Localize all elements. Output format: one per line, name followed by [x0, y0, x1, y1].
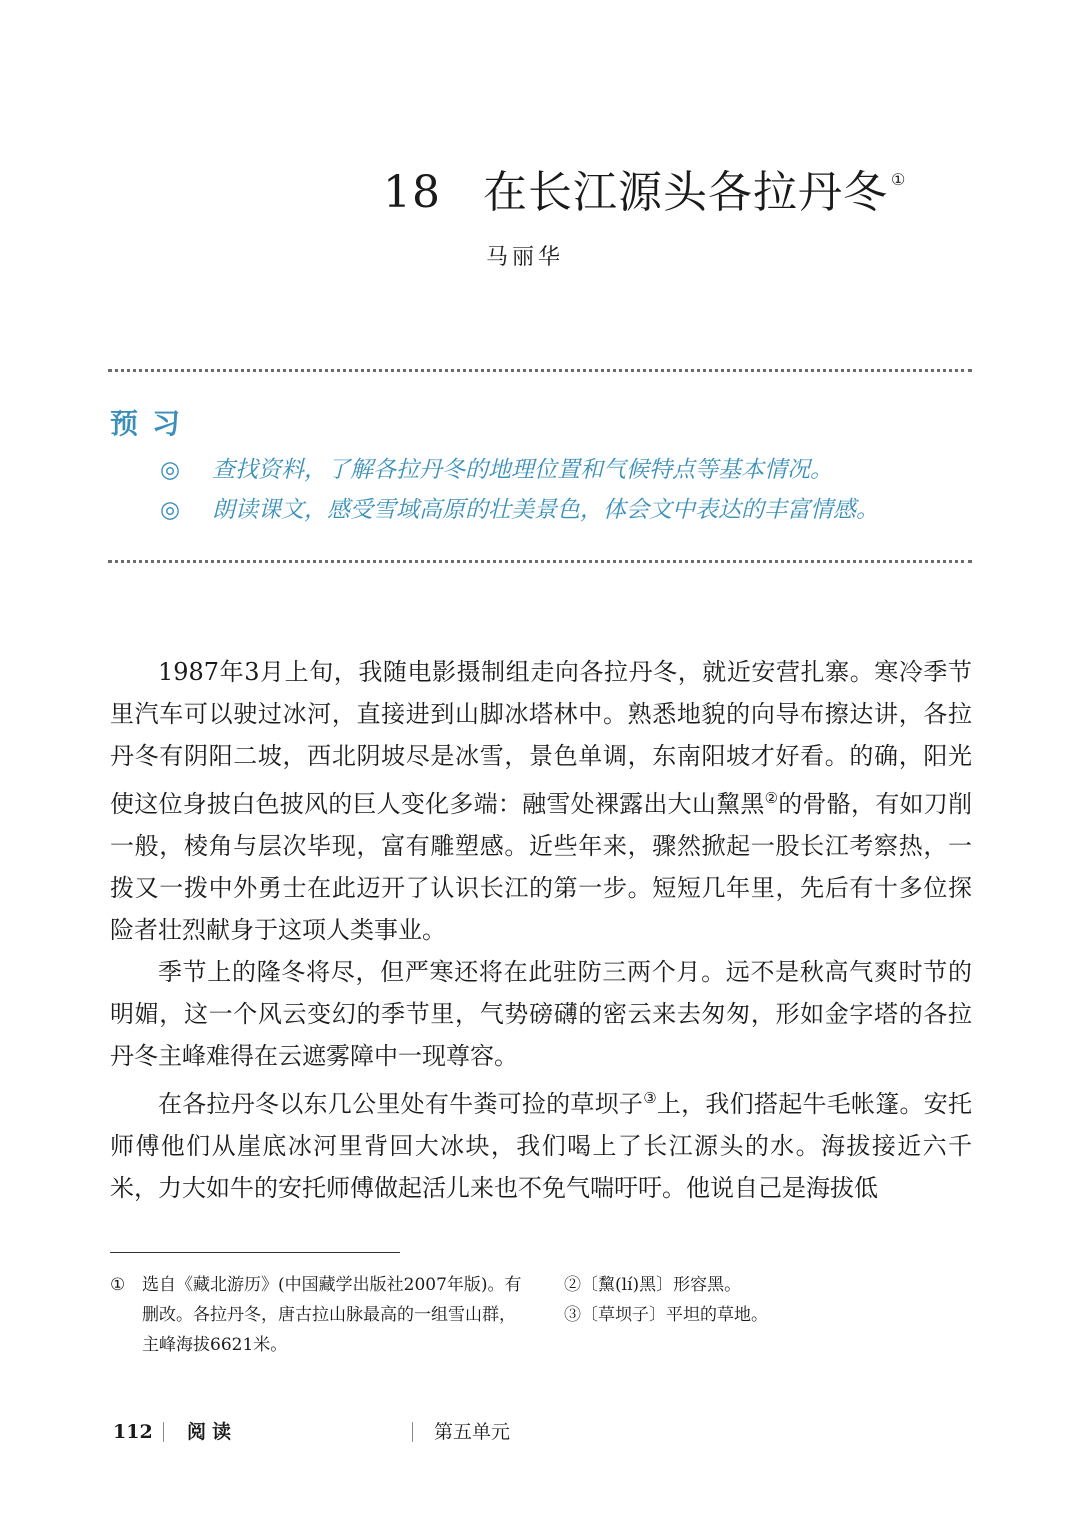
- title-footnote-ref[interactable]: ①: [891, 170, 907, 189]
- footer-section: 阅读: [187, 1421, 238, 1443]
- preview-item: [160, 491, 879, 524]
- footnote-1: [110, 1270, 530, 1360]
- preview-item-text: 朗读课文，感受雪域高原的壮美景色，体会文中表达的丰富情感。: [212, 497, 879, 523]
- footer-unit: 第五单元: [434, 1421, 511, 1443]
- preview-heading: 预习: [110, 407, 195, 440]
- footnote-right-column: [564, 1270, 964, 1330]
- paragraph-text: 上，我们搭起牛毛帐篷。安托师傅他们从崖底冰河里背回大冰块，我们喝上了长江源头的水。海拔接近六千米，力大如牛的安托师傅做起活儿来也不免气喘吁吁。他说自己是海拔低: [110, 1090, 973, 1202]
- footnote-ref[interactable]: ③: [643, 1089, 657, 1107]
- footer-separator: [412, 1422, 413, 1442]
- author: 马丽华: [486, 245, 565, 270]
- footnote-left-column: [110, 1270, 530, 1360]
- footer-separator: [163, 1422, 164, 1442]
- footnote-ref[interactable]: ②: [764, 789, 779, 807]
- footnote-3: ③〔草坝子〕平坦的草地。: [564, 1305, 768, 1325]
- preview-bottom-divider: [108, 560, 972, 563]
- preview-top-divider: [108, 369, 972, 372]
- lesson-number: 18: [383, 167, 441, 218]
- preview-item: [160, 451, 833, 484]
- paragraph-text: 的骨骼，有如刀削一般，棱角与层次毕现，富有雕塑感。近些年来，骤然掀起一股长江考察热，一拨又一拨中外勇士在此迈开了认识长江的第一步。短短几年里，先后有十多位探险者壮烈献身于这项人类事业。: [110, 790, 973, 944]
- page-number: 112: [113, 1421, 153, 1443]
- paragraph-text: 在各拉丹冬以东几公里处有牛粪可捡的草坝子: [158, 1090, 644, 1118]
- paragraph-text: 1987年3月上旬，我随电影摄制组走向各拉丹冬，就近安营扎寨。寒冷季节里汽车可以驶过冰河，直接进到山脚冰塔林中。熟悉地貌的向导布擦达讲，各拉丹冬有阴阳二坡，西北阴坡尽是冰雪，景色单调，东南阳坡才好看。的确，阳光使这位身披白色披风的巨人变化多端：融雪处裸露出大山黧黑: [110, 658, 972, 818]
- preview-item-text: 查找资料，了解各拉丹冬的地理位置和气候特点等基本情况。: [212, 457, 833, 483]
- lesson-title: [383, 150, 907, 218]
- paragraph: [110, 1077, 972, 1209]
- bullet-icon: ◎: [160, 457, 181, 483]
- footnote-2: ②〔黧(lí)黑〕形容黑。: [564, 1275, 742, 1295]
- lesson-title-text: 在长江源头各拉丹冬: [483, 167, 888, 218]
- footnote-rule: [110, 1252, 400, 1253]
- paragraph: 季节上的隆冬将尽，但严寒还将在此驻防三两个月。远不是秋高气爽时节的明媚，这一个风云变幻的季节里，气势磅礴的密云来去匆匆，形如金字塔的各拉丹冬主峰难得在云遮雾障中一现尊容。: [110, 958, 972, 1070]
- article-body: [110, 651, 972, 1209]
- footnote-marker: ①: [110, 1275, 126, 1295]
- paragraph: [110, 651, 972, 951]
- bullet-icon: ◎: [160, 497, 181, 523]
- footnote-text: 选自《藏北游历》(中国藏学出版社2007年版)。有删改。各拉丹冬，唐古拉山脉最高的一组雪山群，主峰海拔6621米。: [142, 1275, 522, 1355]
